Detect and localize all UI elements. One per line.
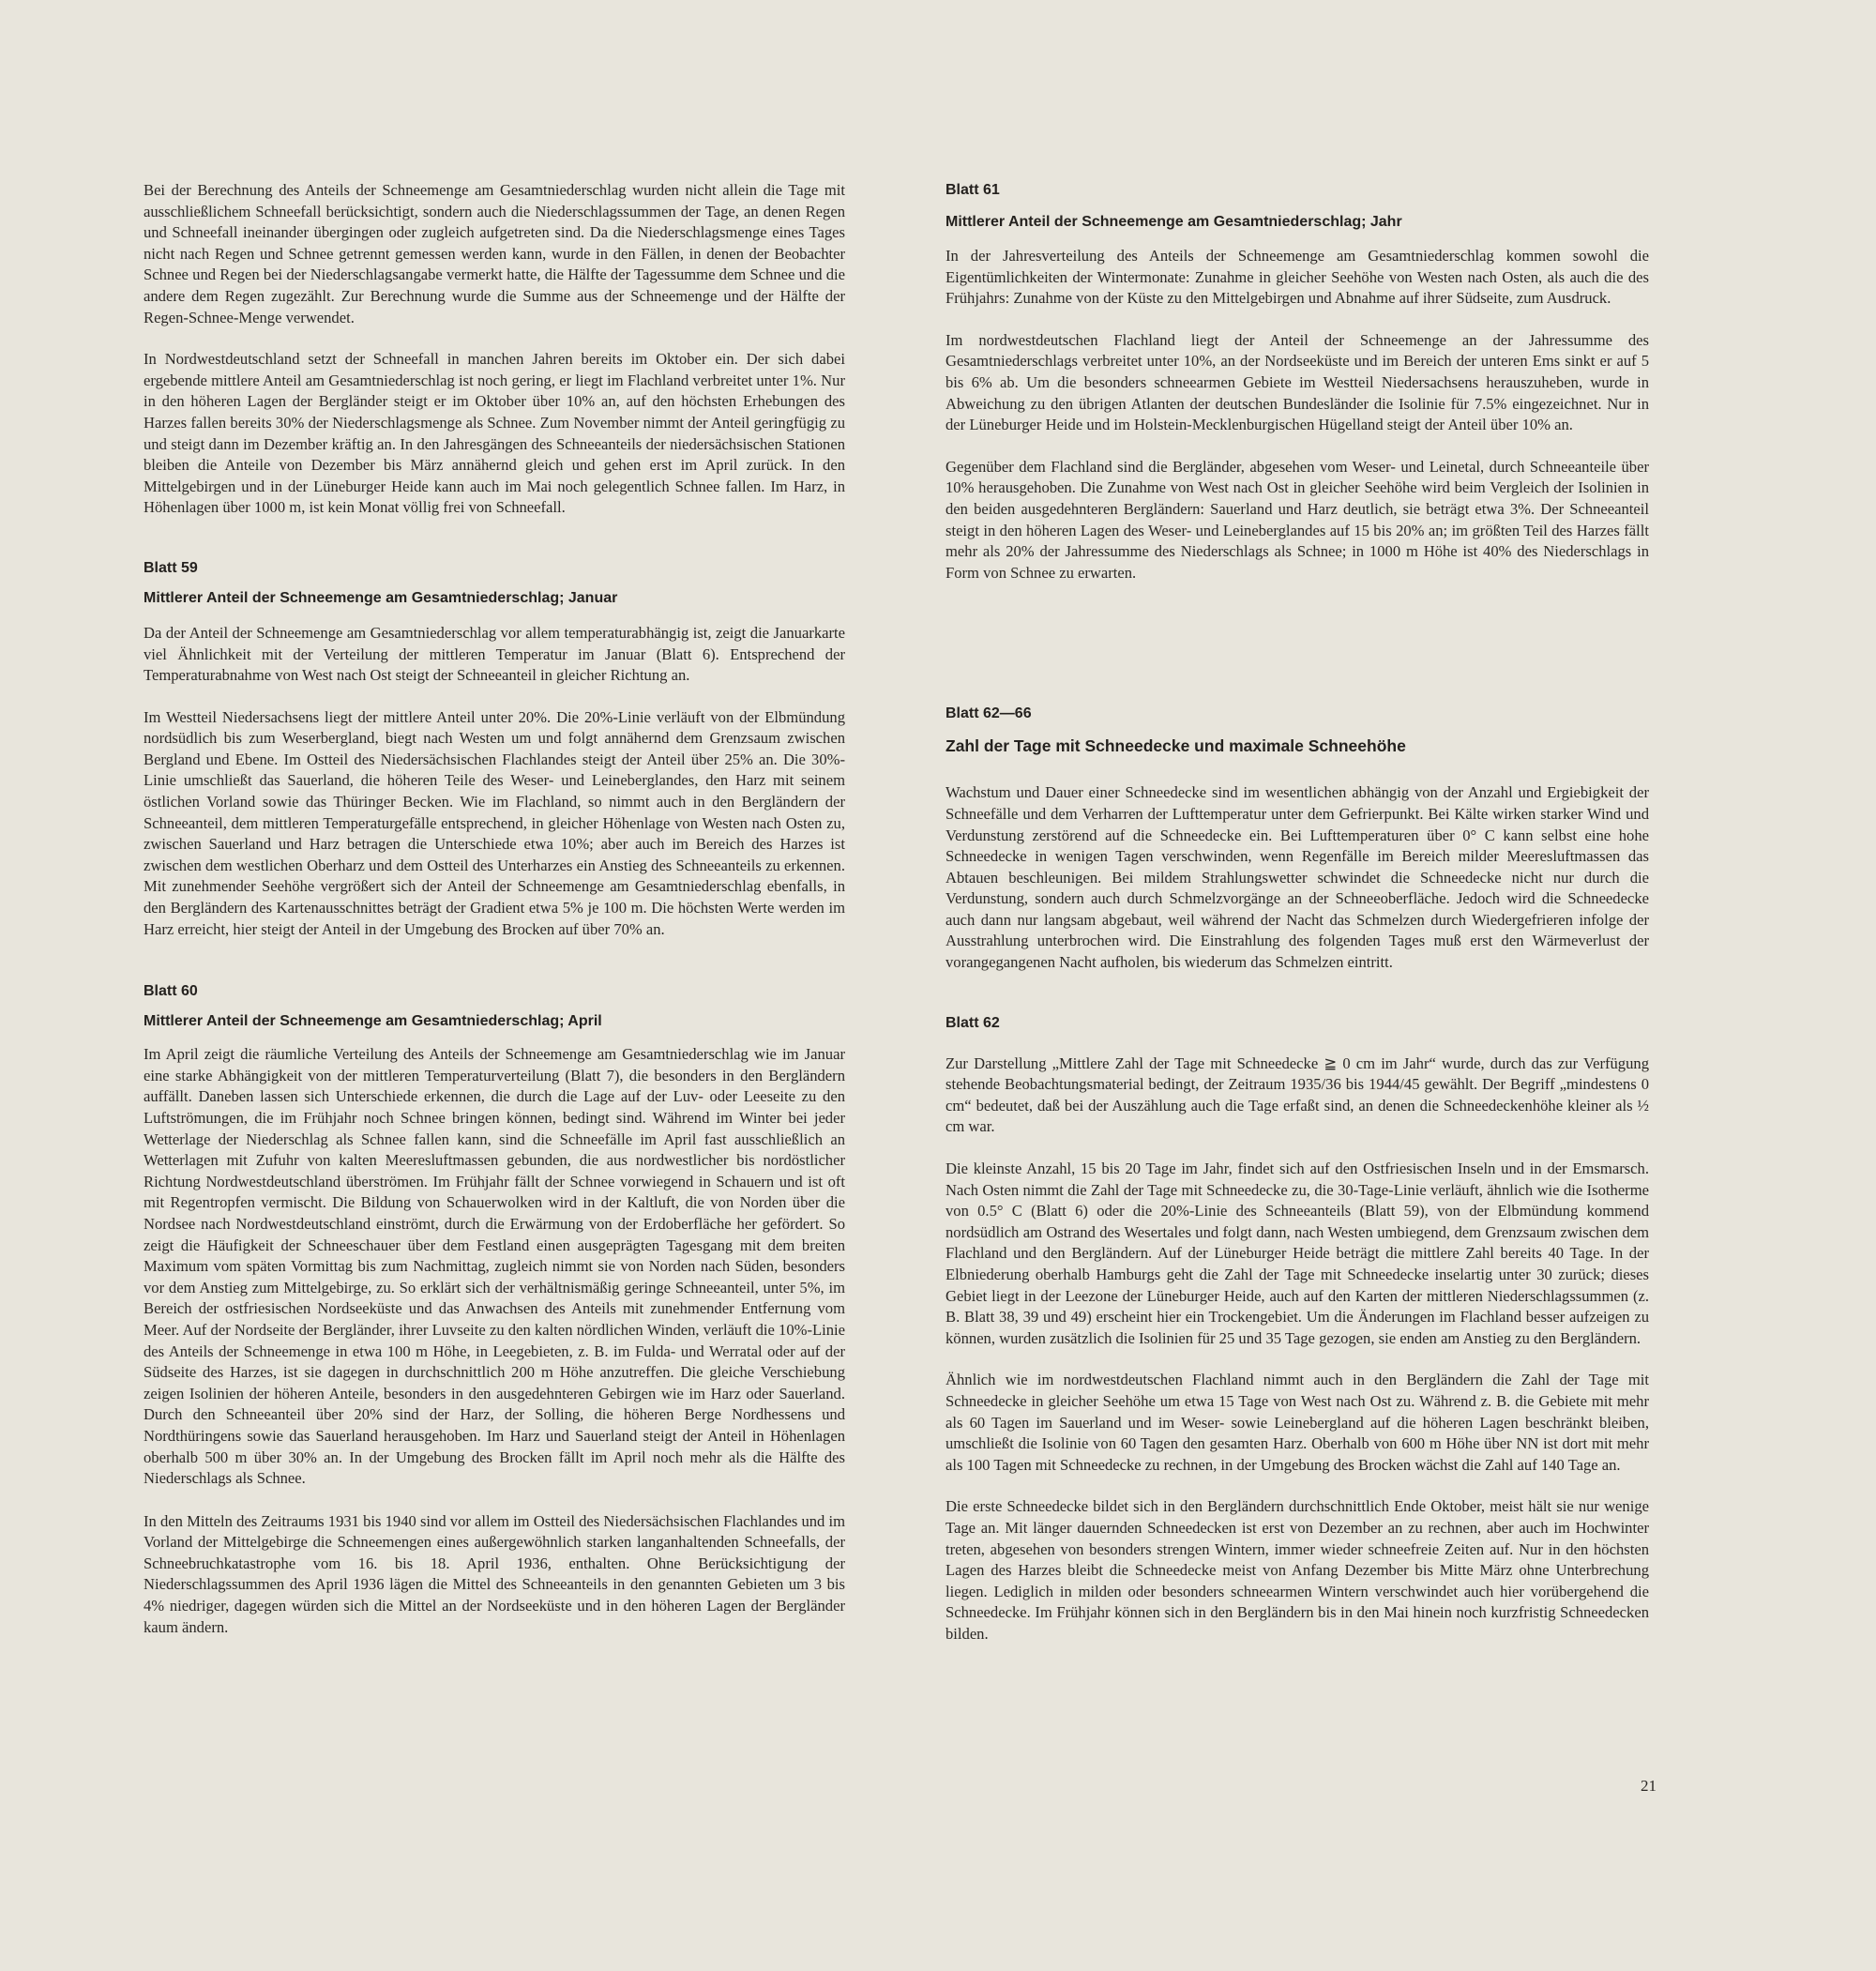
section-title: Mittlerer Anteil der Schneemenge am Gesamtniederschlag; April bbox=[144, 1013, 602, 1030]
paragraph: Da der Anteil der Schneemenge am Gesamtniederschlag vor allem temperaturabhängig ist, zeigt die Januarkarte viel Ähnlichkeit mit der Verteilung der mittleren Temperatur im Januar (Blatt 6). Entsprechend der Temperaturabnahme von West nach Ost steigt der Schneeanteil in gleicher Richtung an. bbox=[144, 623, 845, 685]
paragraph: Die kleinste Anzahl, 15 bis 20 Tage im Jahr, findet sich auf den Ostfriesischen Inseln und in der Emsmarsch. Nach Osten nimmt die Zahl der Tage mit Schneedecke zu, die 30-Tage-Linie verläuft, ähnlich wie die Isotherme von 0.5° C (Blatt 6) oder die 20%-Linie des Schneeanteils (Blatt 59), von der Elbmündung kommend nordsüdlich am Ostrand des Wesertales und folgt dann, nach Westen umbiegend, dem Grenzsaum zwischen dem Flachland und den Bergländern. Auf der Lüneburger Heide beträgt die mittlere Zahl bereits 40 Tage. In der Elbniederung oberhalb Hamburgs geht die Zahl der Tage mit Schneedecke inselartig unter 30 zurück; dieses Gebiet liegt in der Leezone der Lüneburger Heide, auch auf den Karten der mittleren Niederschlagssummen (z. B. Blatt 38, 39 und 49) erscheint hier ein Trockengebiet. Um die Änderungen im Flachland besser aufzeigen zu können, wurden zusätzlich die Isolinien für 25 und 35 Tage gezogen, sie enden am Anstieg zu den Bergländern. bbox=[946, 1160, 1649, 1347]
paragraph: In den Mitteln des Zeitraums 1931 bis 1940 sind vor allem im Ostteil des Niedersächsischen Flachlandes und im Vorland der Mittelgebirge die Schneemengen eines außergewöhnlich starken langanhaltenden Schneefalls, der Schneebruchkatastrophe vom 16. bis 18. April 1936, enthalten. Ohne Berücksichtigung der Niederschlagssummen des April 1936 lägen die Mittel des Schneeanteils in den genannten Gebieten um 3 bis 4% niedriger, dagegen würden sich die Mittel an der Nordseeküste und in den höheren Lagen der Bergländer kaum ändern. bbox=[144, 1511, 845, 1636]
paragraph: Bei der Berechnung des Anteils der Schneemenge am Gesamtniederschlag wurden nicht allein die Tage mit ausschließlichem Schneefall berücksichtigt, sondern auch die Niederschlagssummen der Tage, an denen Regen und Schneefall ineinander übergingen oder zugleich aufgetreten sind. Da die Niederschlagsmenge eines Tages nicht nach Regen und Schnee getrennt gemessen werden kann, wurde in den Fällen, in denen der Beobachter Schnee und Regen bei der Niederschlagsangabe vermerkt hatte, die Hälfte der Tagessumme dem Schnee und die andere dem Regen zugezählt. Zur Berechnung wurde die Summe aus der Schneemenge und der Hälfte der Regen-Schnee-Menge verwendet. bbox=[144, 181, 845, 326]
section-number: Blatt 59 bbox=[144, 559, 198, 576]
paragraph: Im April zeigt die räumliche Verteilung des Anteils der Schneemenge am Gesamtniederschlag wie im Januar eine starke Abhängigkeit von der mittleren Temperaturverteilung (Blatt 7), die besonders in den Bergländern auffällt. Daneben lassen sich Unterschiede erkennen, die durch die Lage auf der Luv- oder Leeseite zu den Luftströmungen, die im Frühjahr noch Schnee bringen können, bedingt sind. Während im Winter bei jeder Wetterlage der Niederschlag als Schnee fallen kann, sind die Schneefälle im April fast ausschließlich an Wetterlagen mit Zufuhr von kalten Meeresluftmassen gebunden, die aus nordwestlicher bis nordöstlicher Richtung Nordwestdeutschland überströmen. Im Frühjahr fällt der Schnee vorwiegend in Schauern und ist oft mit Regentropfen vermischt. Die Bildung von Schauerwolken wird in der Kaltluft, die von Norden über die Nordsee nach Nordwestdeutschland einströmt, durch die Erwärmung von der Erdoberfläche her gefördert. So zeigt die Häufigkeit der Schneeschauer über dem Festland einen ausgeprägten Tagesgang mit dem breiten Maximum vom späten Vormittag bis zum Nachmittag, zugleich nimmt sie von Norden nach Süden, besonders vor dem Anstieg zum Mittelgebirge, zu. So erklärt sich der verhältnismäßig geringe Schneeanteil, unter 5%, im Bereich der ostfriesischen Nordseeküste und das Anwachsen des Anteils mit zunehmender Entfernung vom Meer. Auf der Nordseite der Bergländer, ihrer Luvseite zu den kalten nördlichen Winden, verläuft die 10%-Linie des Anteils der Schneemenge in etwa 100 m Höhe, in Leegebieten, z. B. im Fulda- und Werratal oder auf der Südseite des Harzes, ist sie dagegen in durchschnittlich 200 m Höhe anzutreffen. Die gleiche Verschiebung zeigen Isolinien der höheren Anteile, besonders in den ausgedehnteren Gebirgen wie im Harz oder Sauerland. Durch den Schneeanteil über 20% sind der Harz, der Solling, die höheren Berge Nordhessens und Nordthüringens sowie das Sauerland herausgehoben. Im Harz und Sauerland steigt der Anteil in Höhenlagen oberhalb 500 m über 30% an. In der Umgebung des Brocken fällt im April noch mehr als die Hälfte des Niederschlags als Schnee. bbox=[144, 1045, 845, 1488]
section-number: Blatt 60 bbox=[144, 983, 198, 1000]
paragraph: Wachstum und Dauer einer Schneedecke sind im wesentlichen abhängig von der Anzahl und Ergiebigkeit der Schneefälle und dem Verharren der Lufttemperatur unter dem Gefrierpunkt. Bei Kälte wirken starker Wind und Verdunstung zerstörend auf die Schneedecke ein. Bei Lufttemperaturen über 0° C kann selbst eine hohe Schneedecke in wenigen Tagen verschwinden, wenn Regenfälle im Bereich milder Meeresluftmassen das Abtauen beschleunigen. Bei mildem Strahlungswetter schwindet die Schneedecke nicht nur durch die Verdunstung, sondern auch durch Schmelzvorgänge an der Schneeoberfläche. Jedoch wird die Schneedecke auch dann nur langsam abgebaut, weil während der Nacht das Schmelzen durch Wiedergefrieren infolge der Ausstrahlung unterbrochen wird. Die Einstrahlung des folgenden Tages muß erst den Wärmeverlust der vorangegangenen Nacht aufholen, bis wiederum das Schmelzen eintritt. bbox=[946, 783, 1649, 972]
section-title: Mittlerer Anteil der Schneemenge am Gesamtniederschlag; Jahr bbox=[946, 214, 1402, 230]
section-number: Blatt 62—66 bbox=[946, 705, 1032, 722]
paragraph: Im Westteil Niedersachsens liegt der mittlere Anteil unter 20%. Die 20%-Linie verläuft von der Elbmündung nordsüdlich bis zum Weserbergland, biegt nach Westen um und folgt annähernd dem Grenzsaum zwischen Bergland und Ebene. Im Ostteil des Niedersächsischen Flachlandes steigt der Anteil über 25% an. Die 30%-Linie umschließt das Sauerland, die höheren Teile des Weser- und Leineberglandes, den Harz mit seinem östlichen Vorland sowie das Thüringer Becken. Wie im Flachland, so nimmt auch in den Bergländern der Schneeanteil, dem mittleren Temperaturgefälle entsprechend, in gleicher Höhenlage von Westen nach Osten zu, zwischen Sauerland und Harz betragen die Unterschiede etwa 10%; aber auch im Bereich des Harzes ist zwischen dem westlichen Oberharz und dem Ostteil des Unterharzes ein Anstieg des Schneeanteils zu erkennen. Mit zunehmender Seehöhe vergrößert sich der Anteil der Schneemenge am Gesamtniederschlag ebenfalls, in den Bergländern des Kartenausschnittes beträgt der Gradient etwa 5% je 100 m. Die höchsten Werte werden im Harz erreicht, hier steigt der Anteil in der Umgebung des Brocken auf über 70% an. bbox=[144, 707, 845, 938]
paragraph: In Nordwestdeutschland setzt der Schneefall in manchen Jahren bereits im Oktober ein. Der sich dabei ergebende mittlere Anteil am Gesamtniederschlag ist noch gering, er liegt im Flachland verbreitet unter 1%. Nur in den höheren Lagen der Bergländer steigt er im Oktober über 10% an, auf den höchsten Erhebungen des Harzes fallen bereits 30% der Niederschlagsmenge als Schnee. Zum November nimmt der Anteil geringfügig zu und steigt dann im Dezember kräftig an. In den Jahresgängen des Schneeanteils der niedersächsischen Stationen bleiben die Anteile von Dezember bis März annähernd gleich und gehen erst im April zurück. In den Mittelgebirgen und in der Lüneburger Heide kann auch im Mai noch gelegentlich Schnee fallen. Im Harz, in Höhenlagen über 1000 m, ist kein Monat völlig frei von Schneefall. bbox=[144, 350, 845, 517]
left-column bbox=[144, 180, 845, 1638]
paragraph: Die erste Schneedecke bildet sich in den Bergländern durchschnittlich Ende Oktober, meist hält sie nur wenige Tage an. Mit länger dauernden Schneedecken ist erst von Dezember an zu rechnen, aber auch im Hochwinter treten, abgesehen von besonders strengen Wintern, immer wieder schneefreie Zeiten auf. Nur in den höchsten Lagen des Harzes bleibt die Schneedecke meist von Anfang Dezember bis Mitte März ohne Unterbrechung liegen. Lediglich in milden oder besonders schneearmen Wintern verschwindet auch hier vorübergehend die Schneedecke. Im Frühjahr können sich in den Bergländern bis in den Mai hinein noch kurzfristig Schneedecken bilden. bbox=[946, 1497, 1649, 1643]
paragraph: In der Jahresverteilung des Anteils der Schneemenge am Gesamtniederschlag kommen sowohl die Eigentümlichkeiten der Wintermonate: Zunahme in gleicher Seehöhe von Westen nach Osten, als auch die des Frühjahrs: Zunahme von der Küste zu den Mittelgebirgen und Abnahme auf ihrer Südseite, zum Ausdruck. bbox=[946, 247, 1649, 308]
paragraph: Zur Darstellung „Mittlere Zahl der Tage mit Schneedecke ≧ 0 cm im Jahr“ wurde, durch das zur Verfügung stehende Beobachtungsmaterial bedingt, der Zeitraum 1935/36 bis 1944/45 gewählt. Der Begriff „mindestens 0 cm“ bedeutet, daß bei der Auszählung auch die Tage erfaßt sind, an denen die Schneedeckenhöhe kleiner als ½ cm war. bbox=[946, 1054, 1649, 1136]
paragraph: Gegenüber dem Flachland sind die Bergländer, abgesehen vom Weser- und Leinetal, durch Schneeanteile über 10% herausgehoben. Die Zunahme von West nach Ost in gleicher Seehöhe wird beim Vergleich der Isolinien in den beiden ausgedehnteren Bergländern: Sauerland und Harz deutlich, sie beträgt etwa 3%. Der Schneeanteil steigt in den höheren Lagen des Weser- und Leineberglandes auf 15 bis 20% an; im größten Teil des Harzes fällt mehr als 20% der Jahressumme des Niederschlags als Schnee; in 1000 m Höhe ist 40% des Niederschlags in Form von Schnee zu erwarten. bbox=[946, 457, 1649, 582]
section-number: Blatt 61 bbox=[946, 182, 1000, 198]
page-number: 21 bbox=[1641, 1777, 1657, 1795]
paragraph: Im nordwestdeutschen Flachland liegt der Anteil der Schneemenge an der Jahressumme des Gesamtniederschlags verbreitet unter 10%, an der Nordseeküste und im Bereich der unteren Ems sinkt er auf 5 bis 6% ab. Um die besonders schneearmen Gebiete im Westteil Niedersachsens herauszuheben, wurde in Abweichung zu den übrigen Atlanten der deutschen Bundesländer die Isolinie für 7.5% eingezeichnet. Nur in der Lüneburger Heide und im Holstein-Mecklenburgischen Hügelland steigt der Anteil über 10% an. bbox=[946, 330, 1649, 434]
section-number: Blatt 62 bbox=[946, 1014, 1000, 1031]
section-title: Zahl der Tage mit Schneedecke und maximale Schneehöhe bbox=[946, 736, 1406, 756]
section-title: Mittlerer Anteil der Schneemenge am Gesamtniederschlag; Januar bbox=[144, 589, 618, 606]
paragraph: Ähnlich wie im nordwestdeutschen Flachland nimmt auch in den Bergländern die Zahl der Tage mit Schneedecke in gleicher Seehöhe um etwa 15 Tage von West nach Ost zu. Während z. B. die Gebiete mit mehr als 60 Tagen im Sauerland und im Weser- sowie Leinebergland auf die höheren Lagen beschränkt bleiben, umschließt die Isolinie von 60 Tagen den gesamten Harz. Oberhalb von 600 m Höhe über NN ist dort mit mehr als 100 Tagen mit Schneedecke zu rechnen, in der Umgebung des Brocken wächst die Zahl auf 140 Tage an. bbox=[946, 1371, 1649, 1474]
right-column bbox=[946, 180, 1649, 1645]
